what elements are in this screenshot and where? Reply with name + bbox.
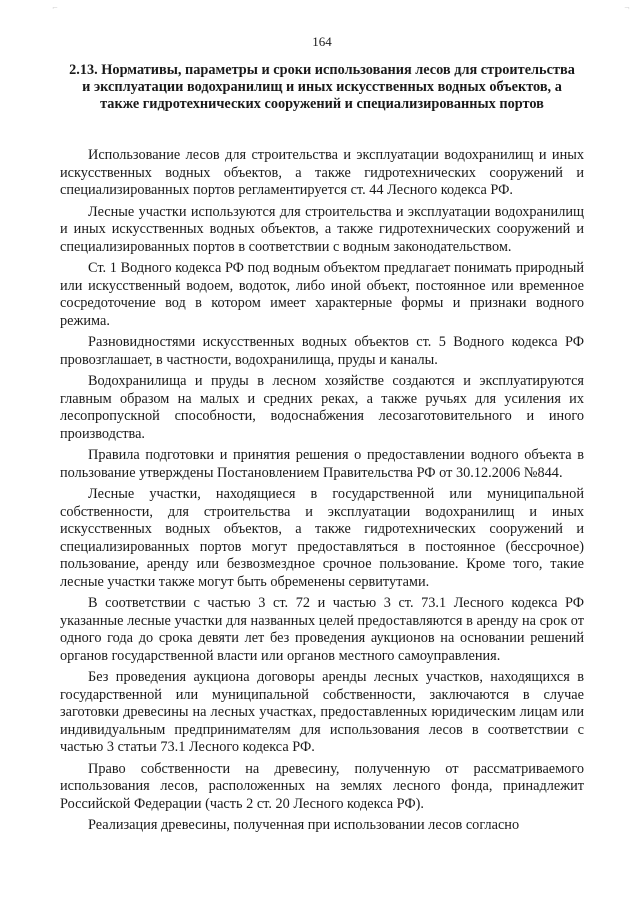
paragraph: Без проведения аукциона договоры аренды лесных участков, находящихся в государственной или муниципальной собственности, заключаются в случае заготовки древесины на лесных участках, предоставленных юридическим лицам или индивидуальным предпринимателям для использования лесов в соответствии с частью 3 статьи 73.1 Лесного кодекса РФ. (60, 669, 584, 755)
scan-corner-mark-left: ⌐ (52, 4, 58, 12)
paragraph: В соответствии с частью 3 ст. 72 и частью 3 ст. 73.1 Лесного кодекса РФ указанные лесные участки для названных целей предоставляются в аренду на срок от одного года до срока девяти лет без проведения аукционов на основании решений органов государственной власти или органов местного самоуправления. (60, 595, 584, 664)
scan-corner-mark-right: ¬ (624, 4, 630, 12)
section-title: 2.13. Нормативы, параметры и сроки использования лесов для строительства и эксплуатации водохранилищ и иных искусственных водных объектов, а также гидротехнических сооружений и специализированных портов (69, 62, 575, 112)
paragraph: Лесные участки используются для строительства и эксплуатации водохранилищ и иных искусственных водных объектов, а также гидротехнических сооружений и специализированных портов в соответствии с водным законодательством. (60, 203, 584, 255)
paragraph: Реализация древесины, полученная при использовании лесов согласно (88, 817, 520, 833)
paragraph: Ст. 1 Водного кодекса РФ под водным объектом предлагает понимать природный или искусственный водоем, водоток, либо иной объект, постоянное или временное сосредоточение вод в котором имеет характерные формы и признаки водного режима. (60, 260, 584, 329)
paragraph: Лесные участки, находящиеся в государственной или муниципальной собственности, для строительства и эксплуатации водохранилищ и иных искусственных водных объектов, а также гидротехнических сооружений и специализированных портов могут предоставляться в постоянное (бессрочное) пользование, аренду или безвозмездное срочное пользование. Кроме того, такие лесные участки также могут быть обременены сервитутами. (60, 486, 584, 590)
paragraph: Использование лесов для строительства и эксплуатации водохранилищ и иных искусственных водных объектов, а также гидротехнических сооружений и специализированных портов регламентируется ст. 44 Лесного кодекса РФ. (60, 147, 584, 198)
paragraph: Водохранилища и пруды в лесном хозяйстве создаются и эксплуатируются главным образом на малых и средних реках, а также ручьях для усиления их лесопропускной способности, водоснабжения лесозаготовительного и иного производства. (60, 373, 584, 442)
paragraph: Право собственности на древесину, полученную от рассматриваемого использования лесов, расположенных на землях лесного фонда, принадлежит Российской Федерации (часть 2 ст. 20 Лесного кодекса РФ). (60, 760, 584, 812)
body-text (60, 147, 584, 835)
page-number: 164 (312, 34, 332, 49)
paragraph: Разновидностями искусственных водных объектов ст. 5 Водного кодекса РФ провозглашает, в частности, водохранилища, пруды и каналы. (60, 334, 584, 368)
document-page (60, 34, 584, 839)
paragraph: Правила подготовки и принятия решения о предоставлении водного объекта в пользование утверждены Постановлением Правительства РФ от 30.12.2006 №844. (60, 447, 584, 481)
